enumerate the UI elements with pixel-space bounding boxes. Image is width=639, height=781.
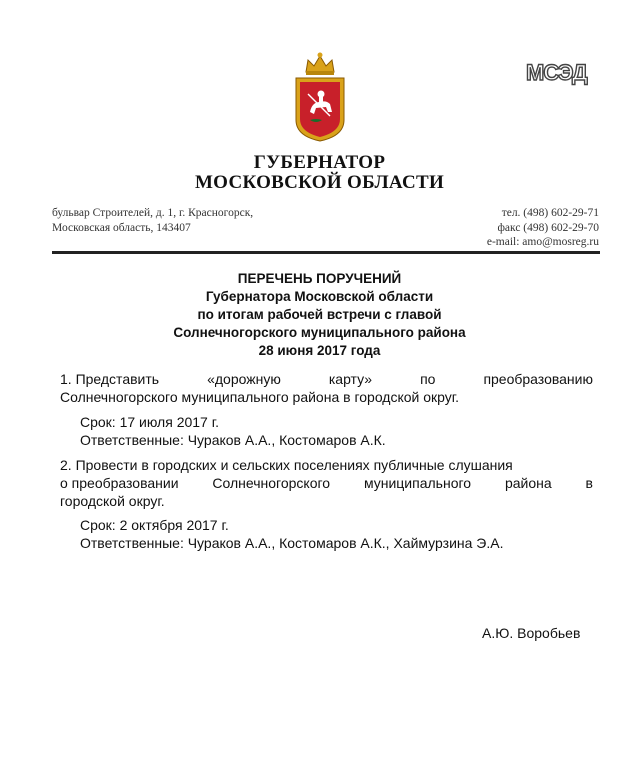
word: 1. Представить (60, 371, 160, 387)
region-title: МОСКОВСКОЙ ОБЛАСТИ (194, 172, 445, 193)
item-1-deadline: Срок: 17 июля 2017 г. (80, 414, 220, 430)
document-date: 28 июня 2017 года (258, 343, 381, 358)
item-2-deadline: Срок: 2 октября 2017 г. (80, 517, 229, 533)
heading-line-4: Солнечногорского муниципального района (173, 325, 466, 340)
word: «дорожную (207, 371, 281, 387)
address-line-2: Московская область, 143407 (52, 222, 191, 234)
word: Солнечногорского (212, 475, 331, 491)
phone-number: тел. (498) 602-29-71 (501, 207, 599, 219)
item-1-line-1 (60, 370, 593, 388)
moscow-oblast-emblem-icon (292, 50, 348, 142)
word: преобразованию (483, 371, 593, 387)
item-2-line-2 (60, 474, 593, 492)
heading-line-3: по итогам рабочей встречи с главой (197, 307, 442, 322)
item-2-line-3: городской округ. (60, 493, 165, 509)
email-address: e-mail: amo@mosreg.ru (486, 236, 599, 248)
item-2-responsible: Ответственные: Чураков А.А., Костомаров А.К., Хаймурзина Э.А. (80, 535, 504, 551)
word: муниципального (363, 475, 472, 491)
item-1-responsible: Ответственные: Чураков А.А., Костомаров А.К. (80, 432, 386, 448)
heading-line-2: Губернатора Московской области (205, 289, 434, 304)
msed-stamp: МСЭД (526, 60, 587, 85)
word: района (504, 475, 552, 491)
item-2-line-1: 2. Провести в городских и сельских поселениях публичные слушания (60, 457, 513, 473)
address-line-1: бульвар Строителей, д. 1, г. Красногорск, (52, 207, 254, 219)
word: в (585, 475, 593, 491)
word: по (420, 371, 436, 387)
word: о преобразовании (60, 475, 179, 491)
header-divider (52, 251, 600, 254)
item-1-line-2: Солнечногорского муниципального района в городской округ. (60, 389, 460, 405)
document-heading: ПЕРЕЧЕНЬ ПОРУЧЕНИЙ (237, 271, 402, 286)
governor-title: ГУБЕРНАТОР (253, 152, 386, 173)
fax-number: факс (498) 602-29-70 (497, 222, 599, 234)
word: карту» (328, 371, 373, 387)
signature-name: А.Ю. Воробьев (482, 625, 581, 641)
